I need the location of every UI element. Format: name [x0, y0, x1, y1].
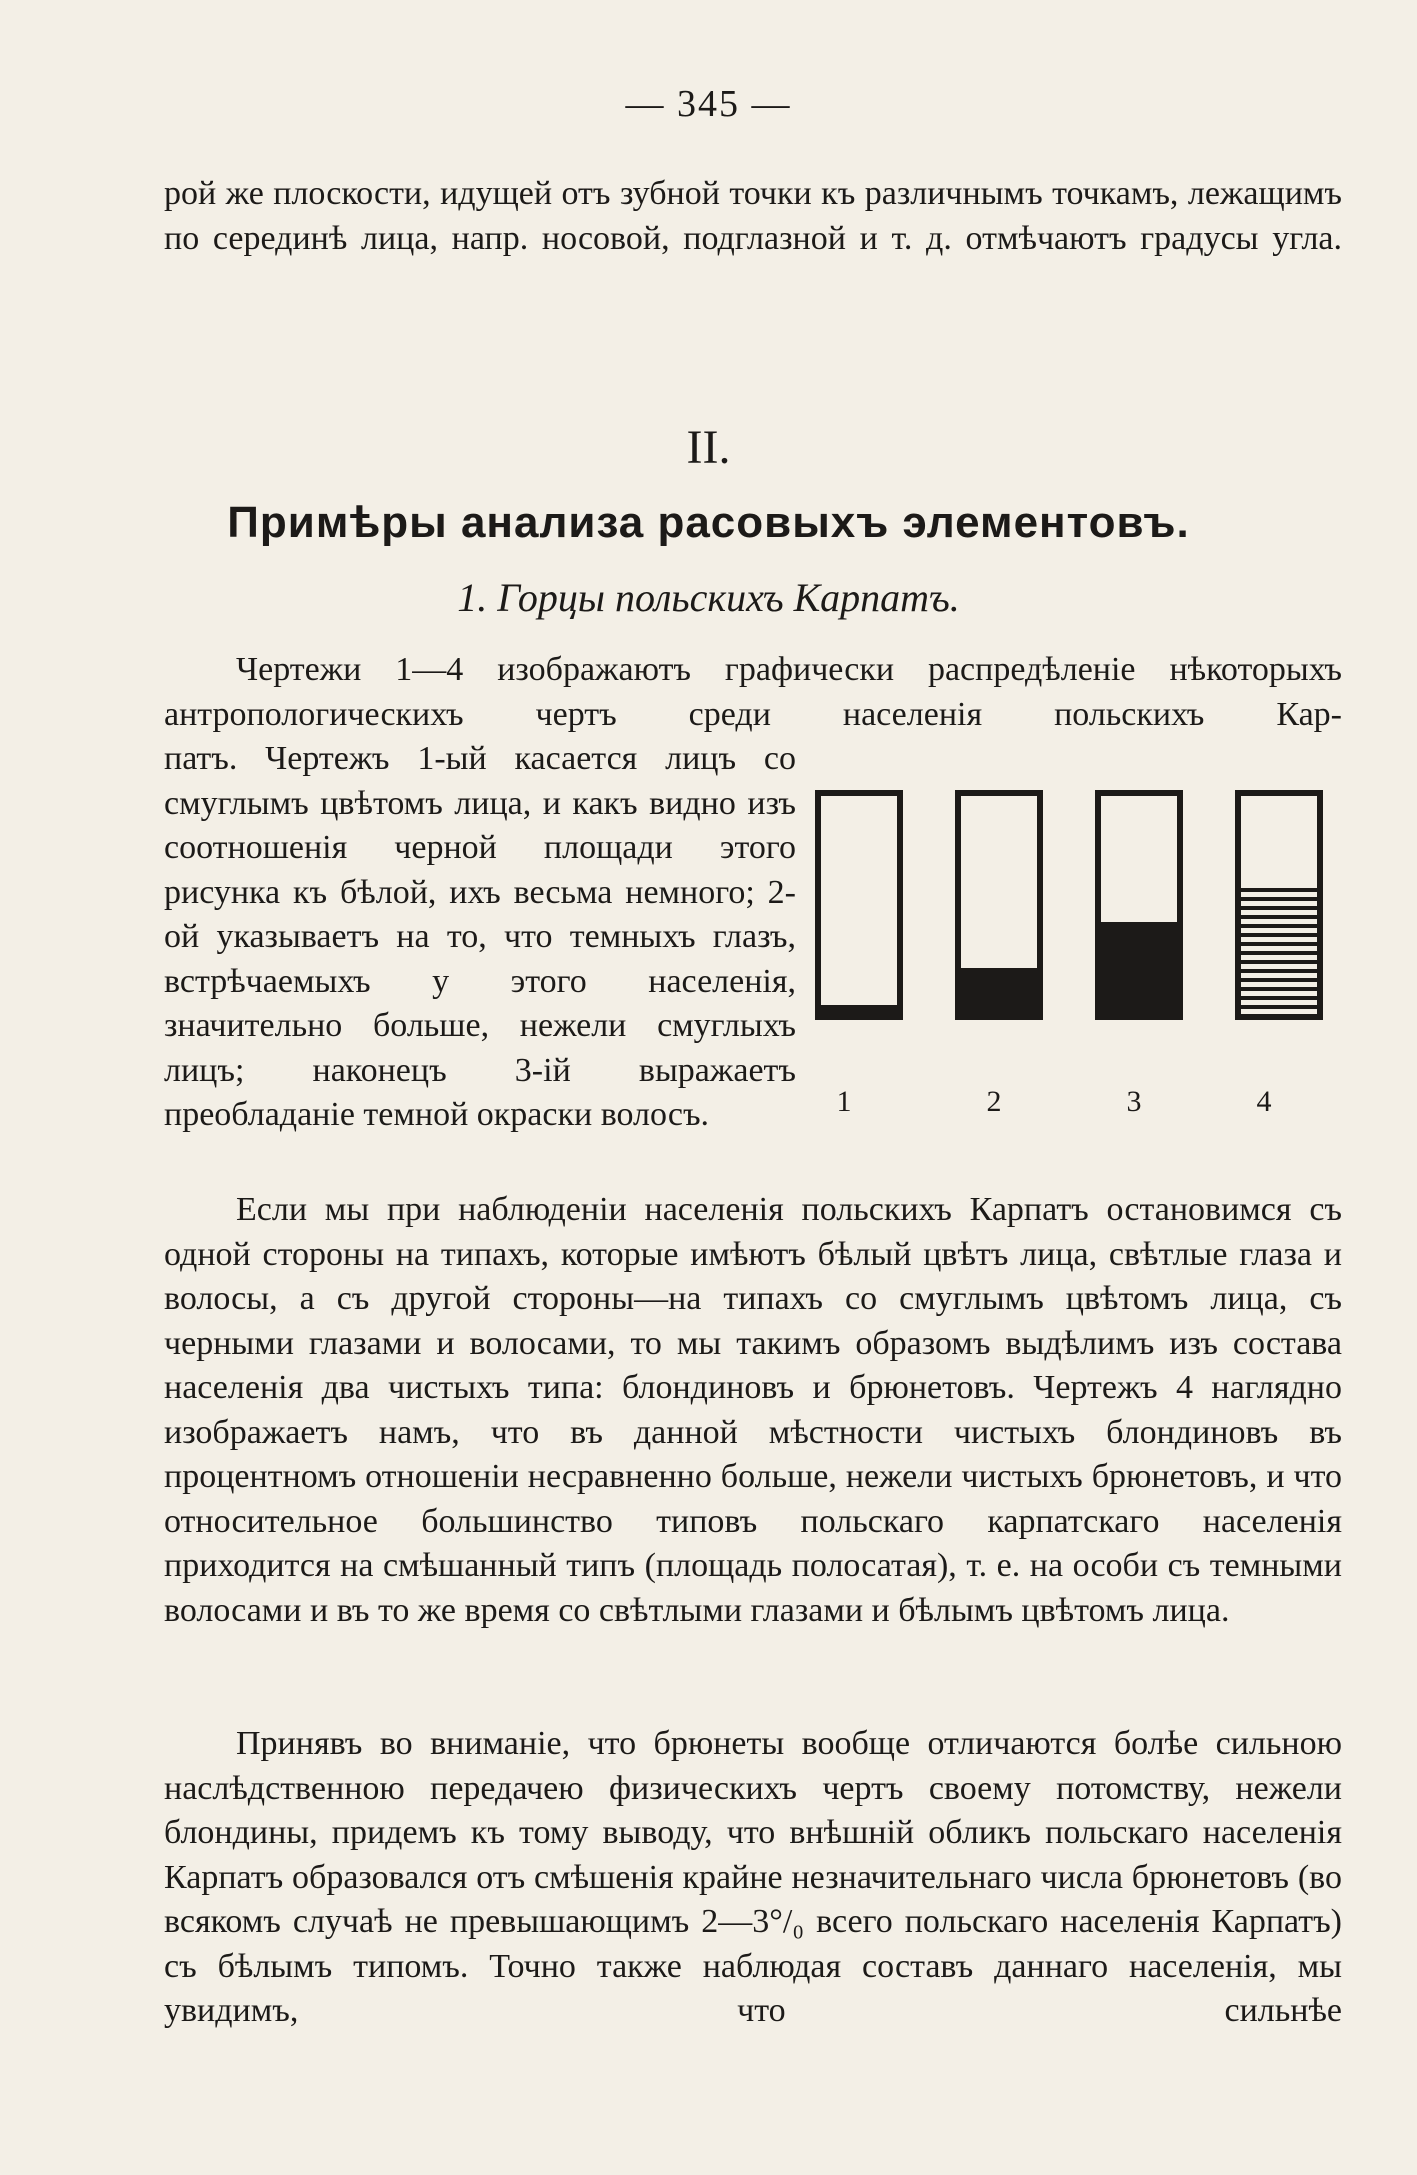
section-title: Примѣры анализа расовыхъ элементовъ. [227, 498, 1190, 547]
bar-2-fill [961, 968, 1037, 1014]
bar-1-fill [821, 1005, 897, 1014]
bar-label-4: 4 [1256, 1085, 1272, 1118]
paragraph-1-side: патъ. Чертежъ 1-ый касается лицъ со смуглымъ цвѣтомъ лица, и какъ видно изъ соотношенія черной площади этого рисунка къ бѣлой, ихъ весьма немного; 2-ой указываетъ на то, что темныхъ глазъ, встрѣчаемыхъ у этого населенія, значительно больше, нежели смуглыхъ лицъ; наконецъ 3-iй выражаетъ преобладаніе темной окраски волосъ. [164, 740, 796, 1133]
bar-3 [1095, 790, 1183, 1020]
bar-label-2: 2 [986, 1085, 1002, 1118]
bar-4-fill [1241, 888, 1317, 1014]
bar-label-1: 1 [836, 1085, 852, 1118]
paragraph-1-top [164, 648, 1342, 737]
paragraph-2-text: Если мы при наблюденіи населенія польскихъ Карпатъ остановимся съ одной стороны на типахъ, которые имѣютъ бѣлый цвѣтъ лица, свѣтлые глаза и волосы, а съ другой стороны—на типахъ со смуглымъ цвѣтомъ лица, съ черными глазами и волосами, то мы такимъ образомъ выдѣлимъ изъ состава населенія два чистыхъ типа: блондиновъ и брюнетовъ. Чертежъ 4 наглядно изображаетъ намъ, что въ данной мѣстности чистыхъ блондиновъ въ процентномъ отношеніи несравненно больше, нежели чистыхъ брюнетовъ, и что относительное большинство типовъ польскаго карпатскаго населенія приходится на смѣшанный типъ (площадь полосатая), т. е. на особи съ темными волосами и въ то же время со свѣтлыми глазами и бѣлымъ цвѣтомъ лица. [164, 1191, 1342, 1629]
bar-label-3: 3 [1126, 1085, 1142, 1118]
bar-4 [1235, 790, 1323, 1020]
subsection-title: 1. Горцы польскихъ Карпатъ. [457, 575, 960, 620]
paragraph-3 [164, 1722, 1342, 2034]
paragraph-3-text: Принявъ во вниманіе, что брюнеты вообще отличаются болѣе сильною наслѣдственною передачею физическихъ чертъ своему потомству, нежели блондины, придемъ къ тому выводу, что внѣшній обликъ польскаго населенія Карпатъ образовался отъ смѣшенія крайне незначительнаго числа брюнетовъ (во всякомъ случаѣ не превышающимъ 2—3°/₀ всего польскаго населенія Карпатъ) съ бѣлымъ типомъ. Точно также наблюдая составъ даннаго населенія, мы увидимъ, что сильнѣе [164, 1725, 1342, 2029]
paragraph-2 [164, 1188, 1342, 1633]
bar-figure [800, 780, 1340, 1120]
page-number: — 345 — [625, 83, 792, 125]
bar-2 [955, 790, 1043, 1020]
bar-3-fill [1101, 922, 1177, 1014]
bar-1 [815, 790, 903, 1020]
section-number: II. [686, 421, 731, 474]
intro-paragraph: рой же плоскости, идущей отъ зубной точки къ различнымъ точкамъ, лежащимъ по серединѣ лица, напр. носовой, подглазной и т. д. отмѣчаютъ градусы угла. [164, 175, 1342, 257]
paragraph-1-top-text: Чертежи 1—4 изображаютъ графически распредѣленіе нѣкоторыхъ антропологическихъ чертъ среди населенія польскихъ Кар- [164, 651, 1342, 733]
